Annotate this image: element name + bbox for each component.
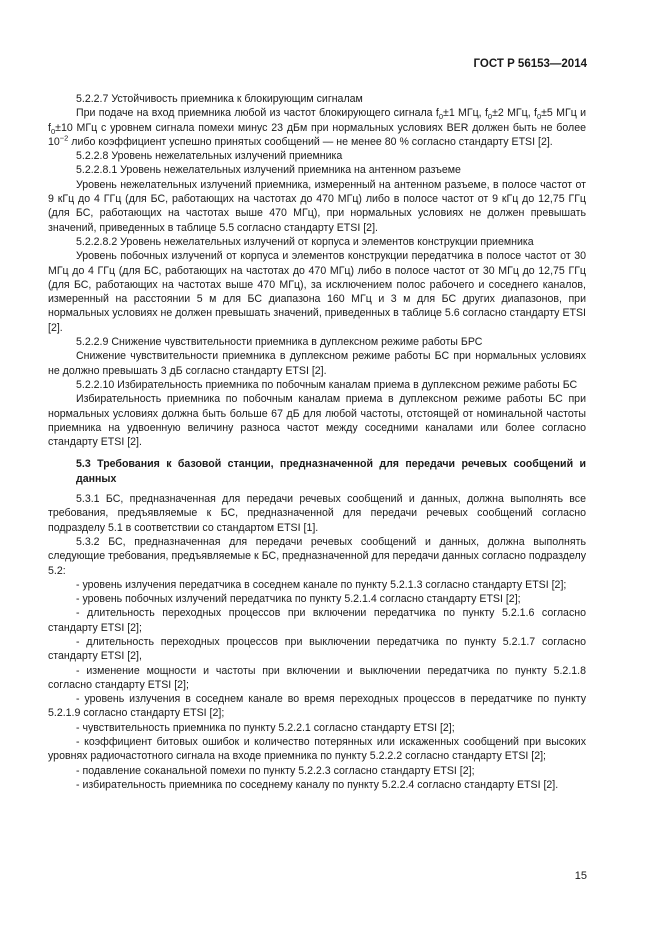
- clause-5-2-2-9-title: 5.2.2.9 Снижение чувствительности приемника в дуплексном режиме работы БРС: [76, 336, 483, 349]
- clause-5-2-2-10-text: Избирательность приемника по побочным каналам приема в дуплексном режиме работы БС при нормальных условиях должна быть больше 67 дБ для любой частоты, отстоящей от номинальной частоты приемника на удвоенную величину разноса частот между соседними каналами или более согласно стандарту ETSI [2].: [48, 393, 586, 449]
- clause-5-2-2-7-text: При подаче на вход приемника любой из частот блокирующего сигнала $f_0\pm 1$ МГц, $f_0\pm 2$ МГц, $f_0\pm 5$ МГц и $f_0\pm 10$ МГц с уровнем сигнала помехи минус 23 дБм при нормальных условиях BER должен быть не более $10^{-2}$ либо коэффициент успешно принятых сообщений — не менее 80 % согласно стандарту ETSI [2].: [48, 107, 586, 148]
- page-number: 15: [574, 870, 587, 882]
- clause-5-2-2-8-1-title: 5.2.2.8.1 Уровень нежелательных излучений приемника на антенном разъеме: [76, 164, 461, 177]
- clause-5-2-2-8-title: 5.2.2.8 Уровень нежелательных излучений приемника: [76, 150, 343, 163]
- clause-5-2-2-7-title: 5.2.2.7 Устойчивость приемника к блокирующим сигналам: [76, 93, 363, 105]
- list-item: - подавление соканальной помехи по пункту 5.2.2.3 согласно стандарту ETSI [2];: [76, 764, 475, 777]
- clause-5-2-2-8-2-text: Уровень побочных излучений от корпуса и элементов конструкции передатчика в полосе частот от 30 МГц до 4 ГГц (для БС, работающих на частотах до 470 МГц) либо в полосе частот от 30 МГц до 12,75 ГГц (для БС, работающих на частотах выше 470 МГц), за исключением полос рабочего и соседнего каналов, измеренный на расстоянии 5 м для БС диапазона 160 МГц и 3 м для БС других диапазонов, при нормальных условиях не должен превышать значений, приведенных в таблице 5.6 согласно стандарту ETSI [2].: [48, 250, 586, 334]
- page-body: [48, 92, 586, 792]
- list-item: - длительность переходных процессов при включении передатчика по пункту 5.2.1.6 согласно стандарту ETSI [2];: [48, 607, 586, 634]
- list-item: - изменение мощности и частоты при включении и выключении передатчика по пункту 5.2.1.8 согласно стандарту ETSI [2];: [48, 664, 586, 691]
- clause-5-3-2-text: 5.3.2 БС, предназначенная для передачи речевых сообщений и данных, должна выполнять следующие требования, предъявляемые к БС, предназначенной для передачи данных согласно подразделу 5.2:: [48, 535, 586, 577]
- list-item: - уровень излучения передатчика в соседнем канале по пункту 5.2.1.3 согласно стандарту ETSI [2];: [76, 578, 567, 591]
- list-item: - избирательность приемника по соседнему каналу по пункту 5.2.2.4 согласно стандарту ETSI [2].: [76, 778, 559, 791]
- clause-5-2-2-8-2-title: 5.2.2.8.2 Уровень нежелательных излучений от корпуса и элементов конструкции приемника: [76, 235, 534, 248]
- list-item: - чувствительность приемника по пункту 5.2.2.1 согласно стандарту ETSI [2];: [76, 721, 455, 734]
- clause-5-3-1-text: 5.3.1 БС, предназначенная для передачи речевых сообщений и данных, должна выполнять все требования, предъявляемые к БС, предназначенной для передачи речевых сообщений согласно подразделу 5.1 в соответствии со стандартом ETSI [1].: [48, 493, 586, 534]
- clause-5-2-2-9-text: Снижение чувствительности приемника в дуплексном режиме работы БС при нормальных условиях не должно превышать 3 дБ согласно стандарту ETSI [2].: [48, 350, 586, 377]
- clause-5-2-2-10-title: 5.2.2.10 Избирательность приемника по побочным каналам приема в дуплексном режиме работы БС: [76, 378, 578, 391]
- section-5-3-heading: 5.3 Требования к базовой станции, предназначенной для передачи речевых сообщений и данных: [76, 458, 586, 485]
- clause-5-2-2-8-1-text: Уровень нежелательных излучений приемника, измеренный на антенном разъеме, в полосе частот от 9 кГц до 4 ГГц (для БС, работающих на частотах до 470 МГц) либо в полосе частот от 9 кГц до 12,75 ГГц (для БС, работающих на частотах выше 470 МГц), при нормальных условиях не должен превышать значений, приведенных в таблице 5.5 согласно стандарту ETSI [2].: [48, 178, 586, 234]
- list-item: - уровень побочных излучений передатчика по пункту 5.2.1.4 согласно стандарту ETSI [2];: [76, 593, 521, 606]
- list-item: - коэффициент битовых ошибок и количество потерянных или искаженных сообщений при высоких уровнях радиочастотного сигнала на входе приемника по пункту 5.2.2.2 согласно стандарту ETSI [2];: [48, 736, 586, 763]
- document-header: ГОСТ Р 56153—2014: [473, 58, 587, 70]
- list-item: - уровень излучения в соседнем канале во время переходных процессов в передатчике по пункту 5.2.1.9 согласно стандарту ETSI [2];: [48, 693, 586, 720]
- list-item: - длительность переходных процессов при выключении передатчика по пункту 5.2.1.7 согласно стандарту ETSI [2],: [48, 635, 586, 663]
